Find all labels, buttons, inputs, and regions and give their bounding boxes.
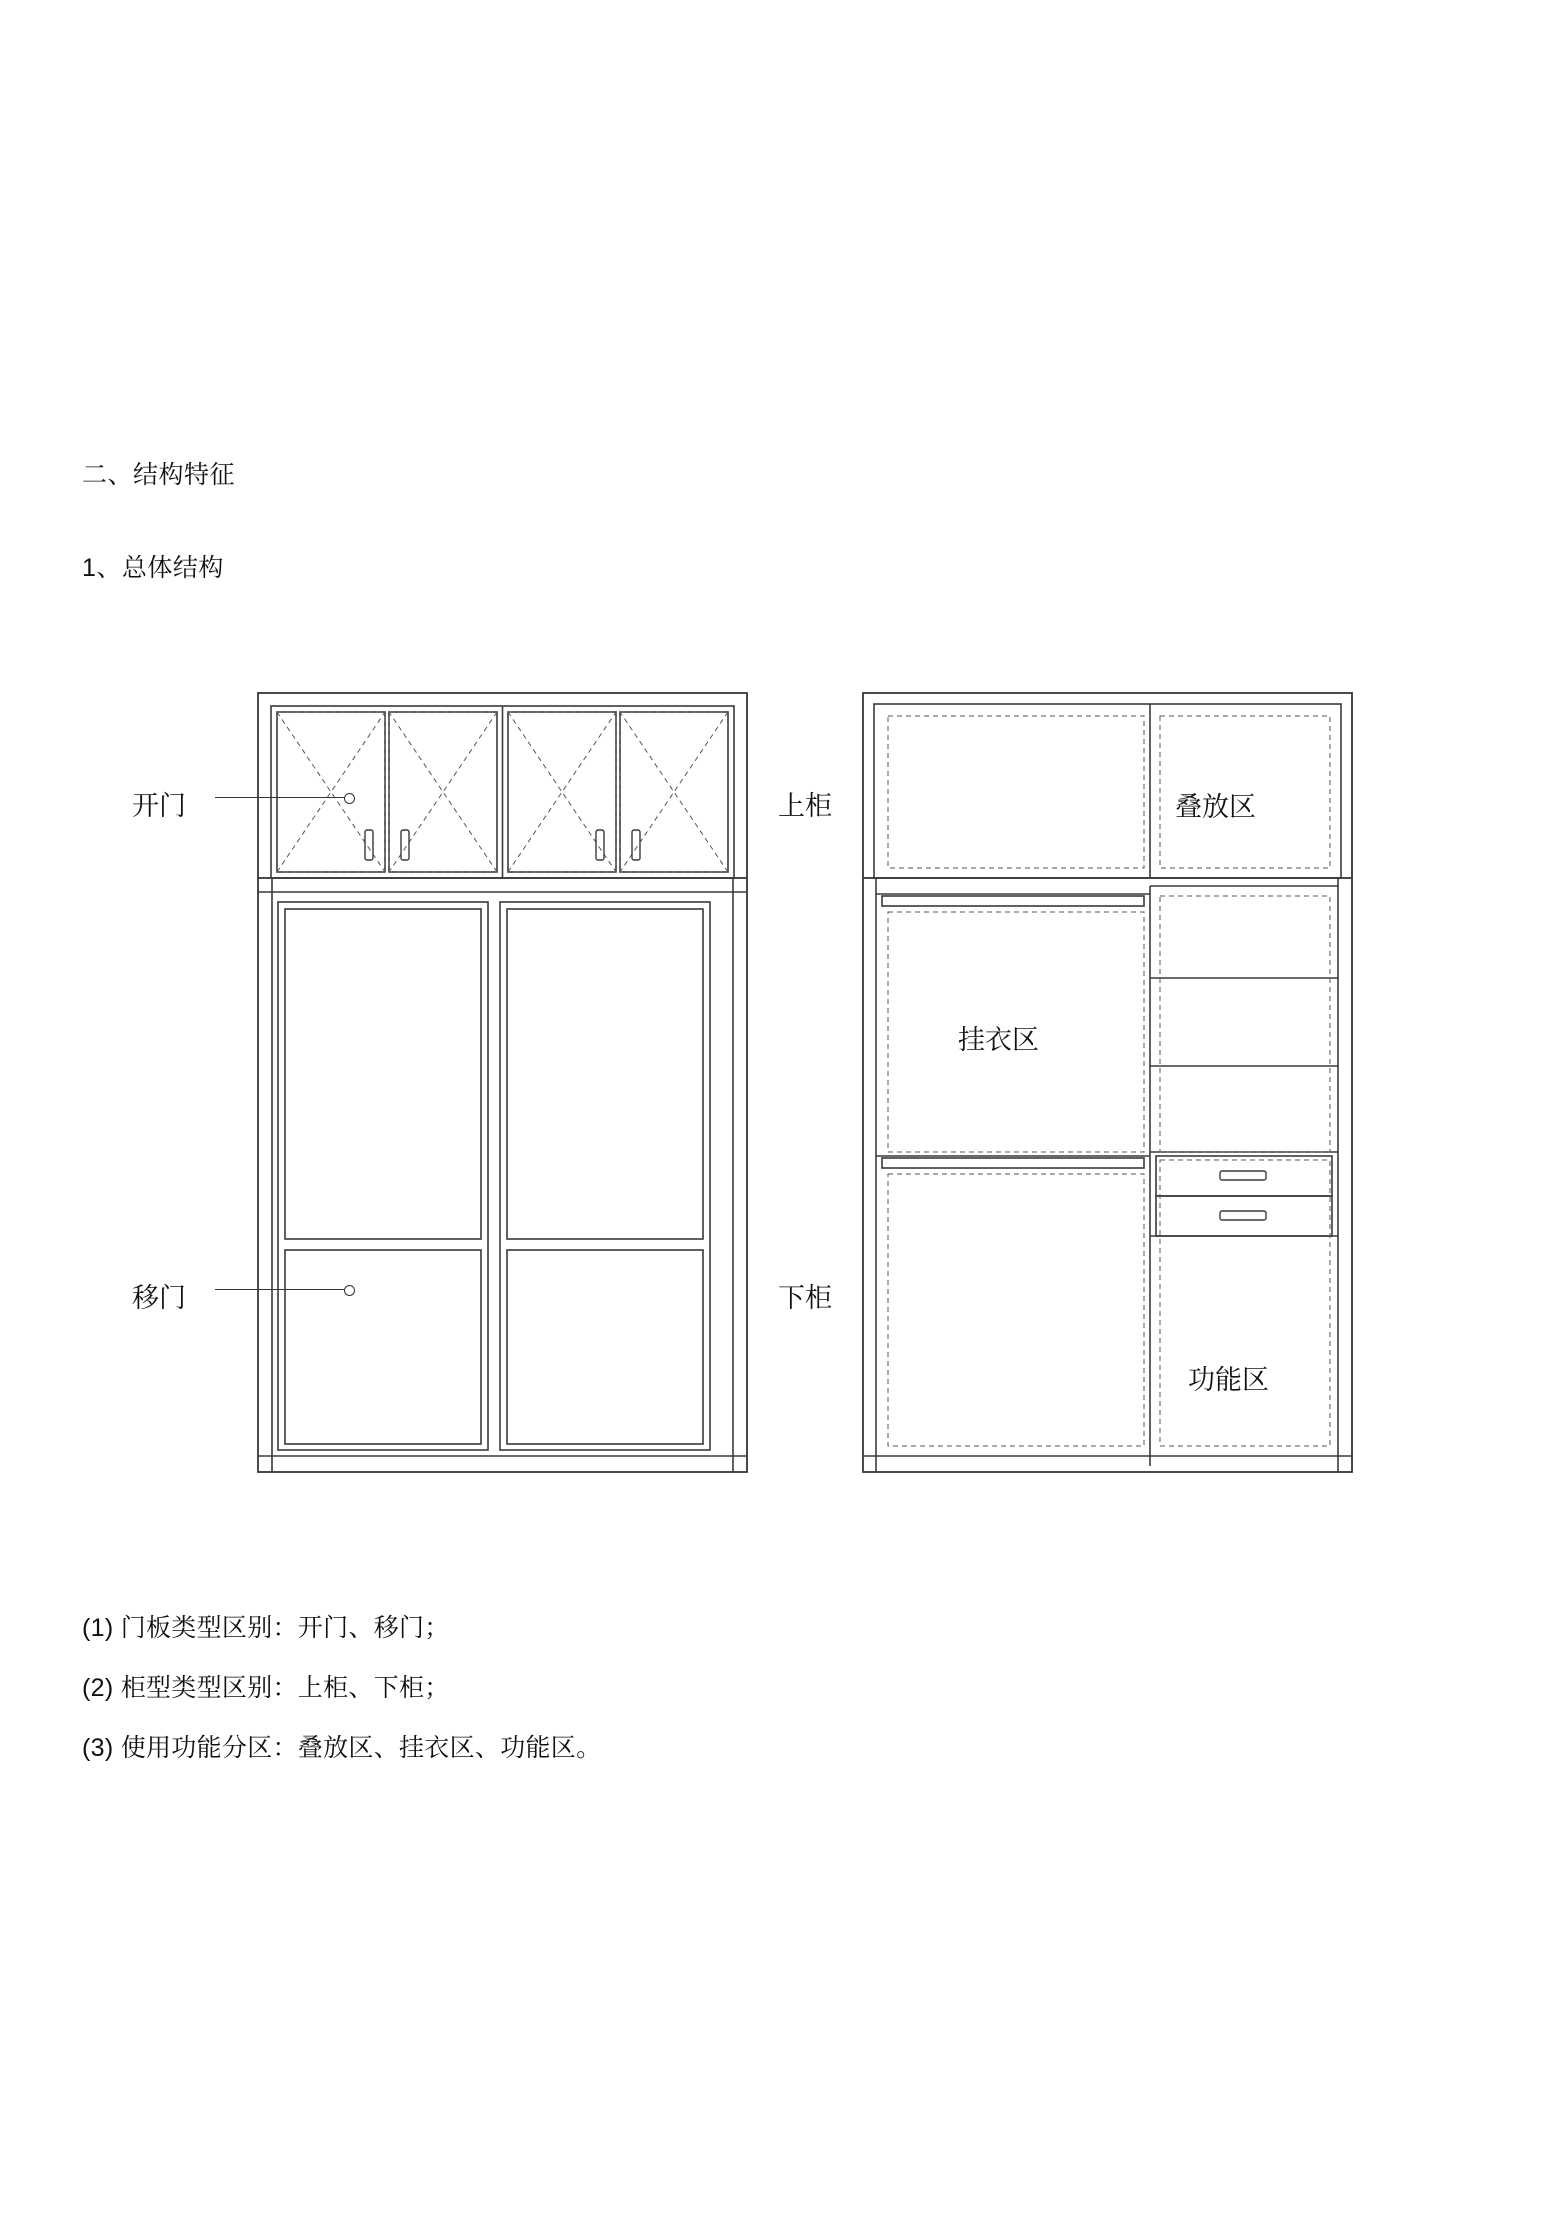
subsection-heading: 1、总体结构 bbox=[82, 554, 224, 582]
zone-label-hanging: 挂衣区 bbox=[958, 1025, 1039, 1055]
zone-boundary-dashed bbox=[888, 716, 1330, 1446]
callout-label-swing-door: 开门 bbox=[132, 791, 186, 821]
callout-label-lower-cabinet: 下柜 bbox=[778, 1283, 832, 1313]
zone-label-function: 功能区 bbox=[1188, 1365, 1269, 1395]
note-item-2: (2) 柜型类型区别：上柜、下柜； bbox=[82, 1674, 450, 1702]
wardrobe-elevation-right bbox=[860, 690, 1355, 1475]
callout-label-upper-cabinet: 上柜 bbox=[778, 791, 832, 821]
callout-label-sliding-door: 移门 bbox=[132, 1283, 186, 1313]
note-item-1: (1) 门板类型区别：开门、移门； bbox=[82, 1614, 450, 1642]
zone-label-stack: 叠放区 bbox=[1175, 792, 1256, 822]
note-item-3: (3) 使用功能分区：叠放区、挂衣区、功能区。 bbox=[82, 1734, 602, 1762]
section-heading: 二、结构特征 bbox=[82, 461, 236, 489]
wardrobe-elevation-left bbox=[255, 690, 750, 1475]
